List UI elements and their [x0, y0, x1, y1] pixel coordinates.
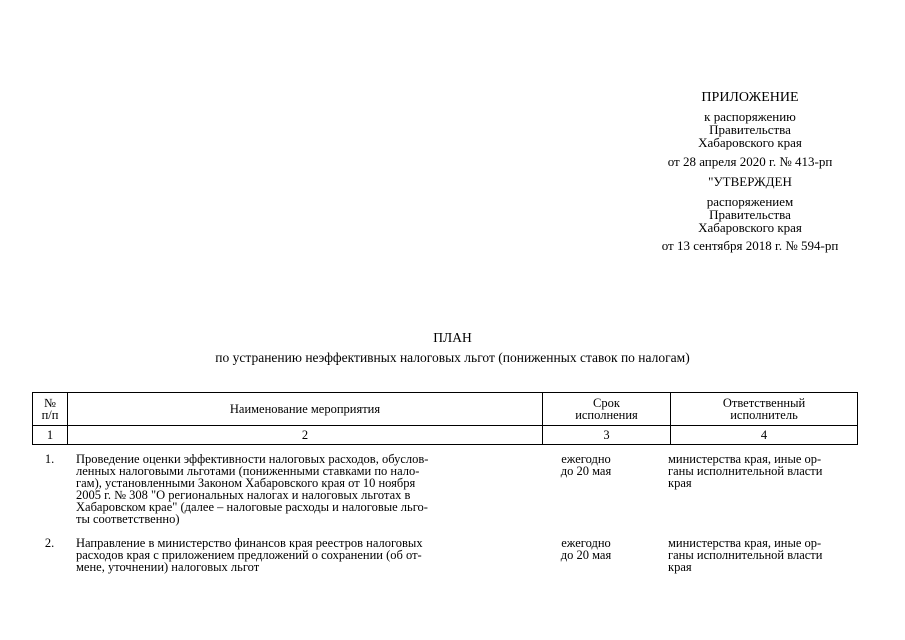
- government-label: Правительства: [709, 122, 791, 137]
- header-term-line-1: Срок: [593, 396, 620, 410]
- term-line: до 20 мая: [560, 464, 612, 478]
- to-order-label: к распоряжению: [704, 109, 796, 124]
- order-date-number-2: от 13 сентября 2018 г. № 594-рп: [661, 238, 839, 253]
- row-term: [522, 453, 650, 477]
- activity-line: Направление в министерство финансов края реестров налоговых: [76, 536, 423, 550]
- activity-line: ты соответственно): [76, 512, 180, 526]
- responsible-line: края: [668, 560, 692, 574]
- row-activity-name: [76, 453, 516, 525]
- table-header-row: [33, 393, 858, 426]
- government-label-2: Правительства: [709, 207, 791, 222]
- header-responsible-line-1: Ответственный: [722, 396, 806, 410]
- column-number: 1: [33, 426, 68, 445]
- activity-line: расходов края с приложением предложений о сохранении (об от-: [76, 548, 422, 562]
- term-line: до 20 мая: [560, 548, 612, 562]
- header-term: [543, 393, 671, 426]
- header-term-line-2: исполнения: [575, 408, 638, 422]
- responsible-line: края: [668, 476, 692, 490]
- header-number-line-2: п/п: [41, 408, 59, 422]
- header-responsible: [671, 393, 858, 426]
- term-line: ежегодно: [561, 452, 611, 466]
- document-title: ПЛАН: [433, 330, 472, 345]
- responsible-line: министерства края, иные ор-: [668, 452, 822, 466]
- approved-label: "УТВЕРЖДЕН: [708, 174, 792, 189]
- responsible-line: ганы исполнительной власти: [668, 464, 823, 478]
- row-activity-name: [76, 537, 516, 573]
- term-line: ежегодно: [561, 536, 611, 550]
- order-date-number: от 28 апреля 2020 г. № 413-рп: [667, 154, 833, 169]
- document-subtitle: по устранению неэффективных налоговых льгот (пониженных ставок по налогам): [215, 350, 690, 365]
- row-term: [522, 537, 650, 561]
- row-responsible: [668, 537, 863, 573]
- activity-line: Хабаровском крае" (далее – налоговые расходы и налоговые льго-: [76, 500, 428, 514]
- plan-table: [32, 392, 858, 445]
- header-number: [33, 393, 68, 426]
- region-label-2: Хабаровского края: [698, 220, 802, 235]
- column-number: 4: [671, 426, 858, 445]
- activity-line: мене, уточнении) налоговых льгот: [76, 560, 260, 574]
- header-number-line-1: №: [44, 396, 56, 410]
- appendix-label: ПРИЛОЖЕНИЕ: [701, 90, 799, 105]
- activity-line: 2005 г. № 308 "О региональных налогах и налоговых льготах в: [76, 488, 411, 502]
- activity-line: ленных налоговыми льготами (пониженными ставками по нало-: [76, 464, 420, 478]
- column-number-row: [33, 426, 858, 445]
- header-name: Наименование мероприятия: [68, 393, 543, 426]
- responsible-line: министерства края, иные ор-: [668, 536, 822, 550]
- row-number: 1.: [44, 452, 55, 466]
- row-number: 2.: [44, 536, 55, 550]
- column-number: 2: [68, 426, 543, 445]
- row-responsible: [668, 453, 863, 489]
- region-label: Хабаровского края: [698, 135, 802, 150]
- responsible-line: ганы исполнительной власти: [668, 548, 823, 562]
- header-responsible-line-2: исполнитель: [730, 408, 798, 422]
- activity-line: гам), установленными Законом Хабаровского края от 10 ноября: [76, 476, 416, 490]
- activity-line: Проведение оценки эффективности налоговых расходов, обуслов-: [76, 452, 429, 466]
- column-number: 3: [543, 426, 671, 445]
- by-order-label: распоряжением: [706, 194, 794, 209]
